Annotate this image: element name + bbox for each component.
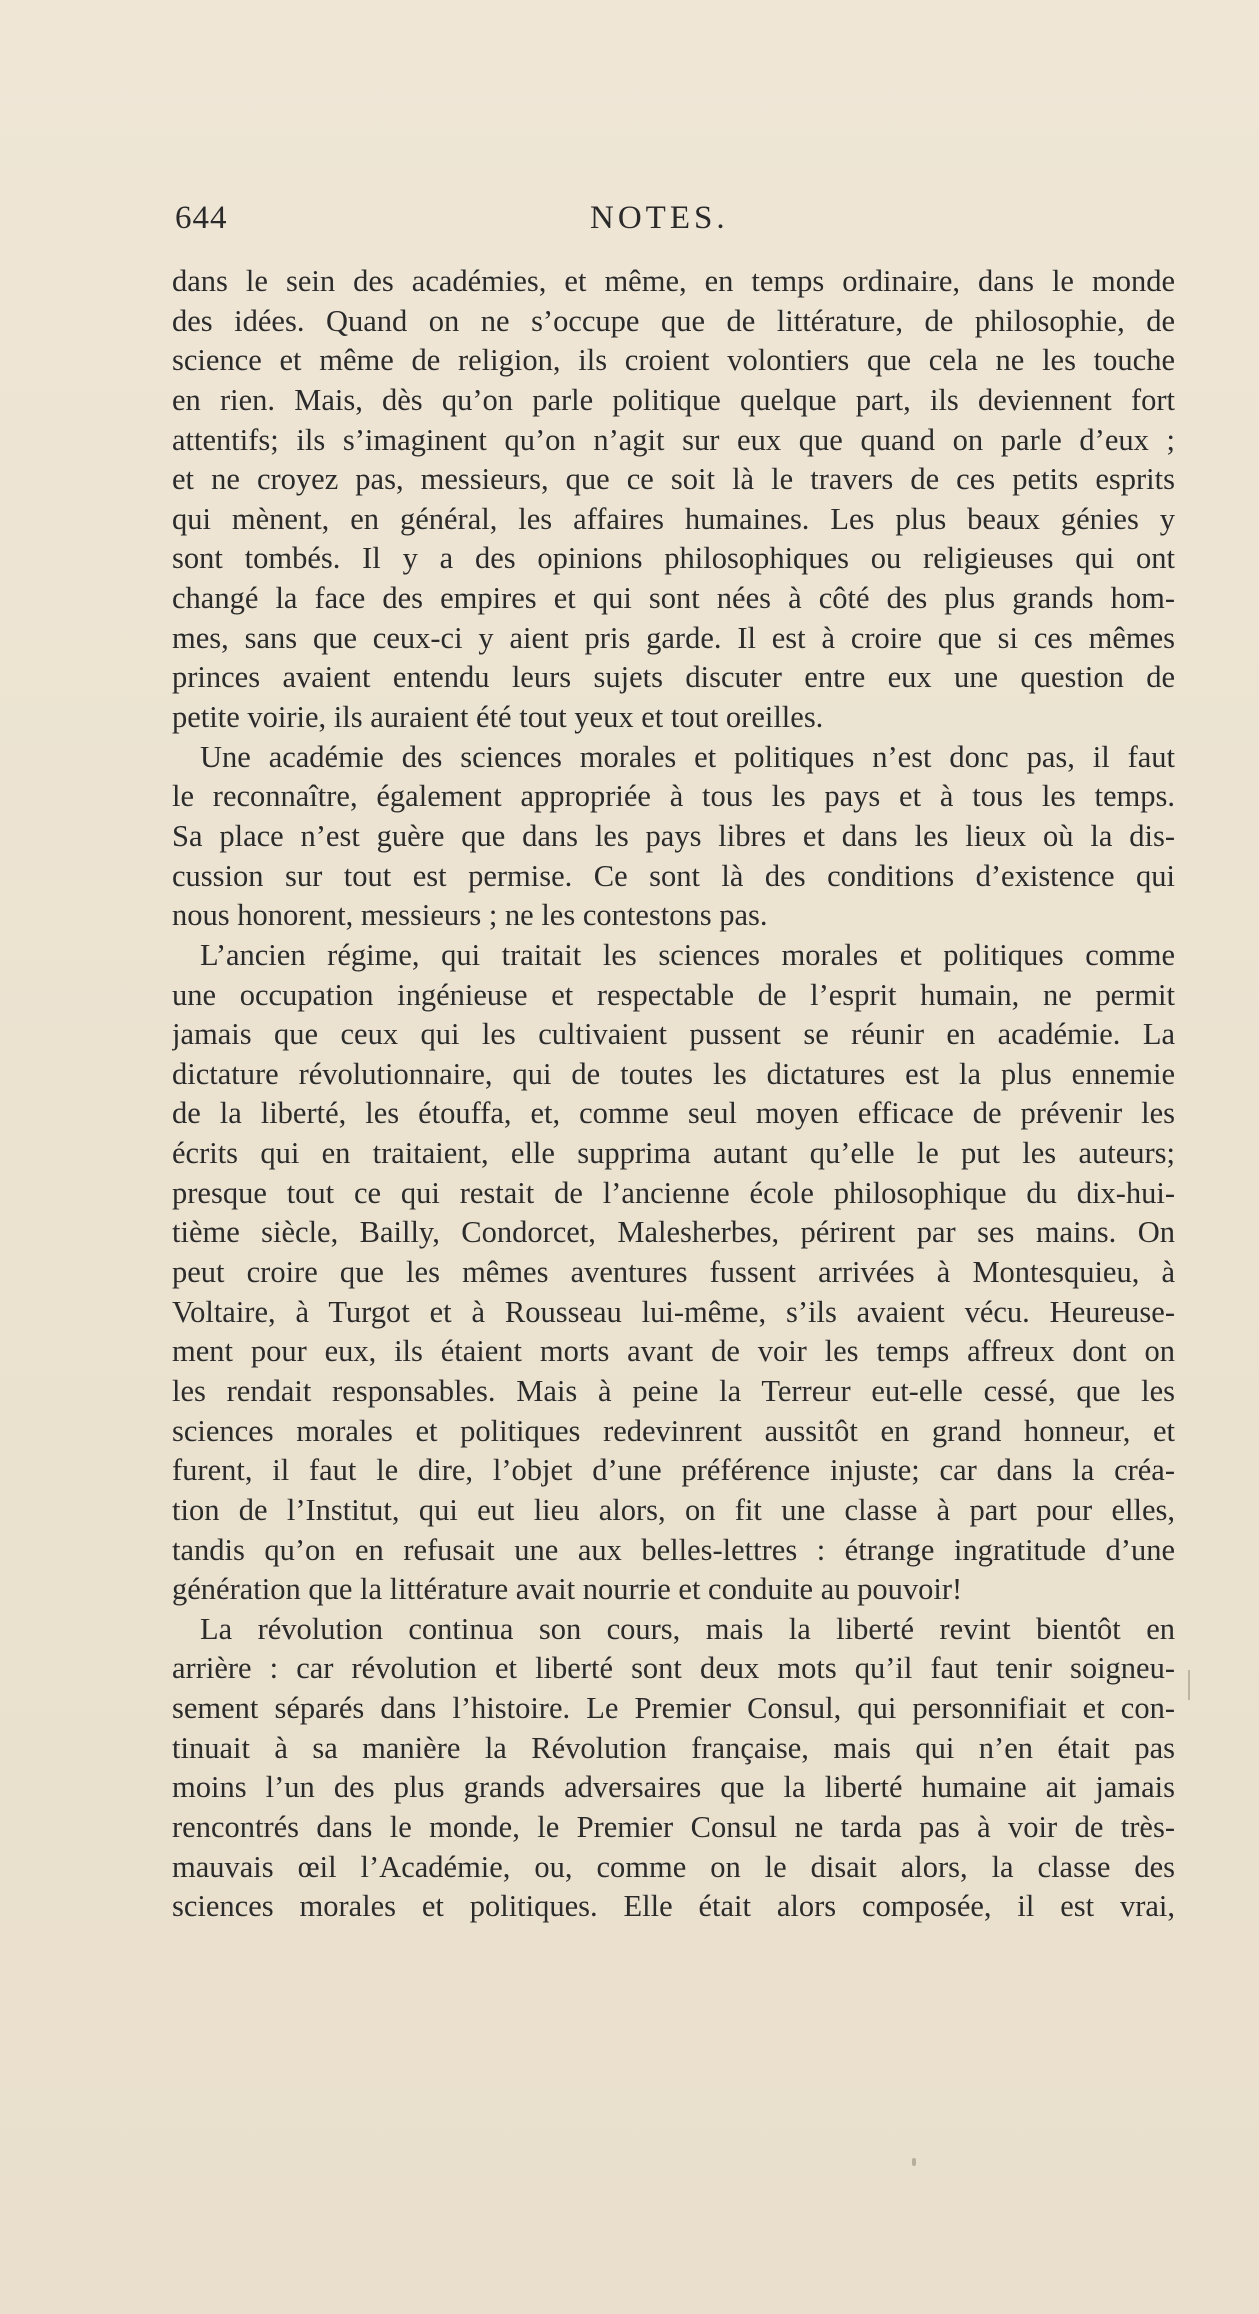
text-line: tième siècle, Bailly, Condorcet, Malesherbes, périrent par ses mains. On xyxy=(172,1215,1175,1250)
body-text xyxy=(172,262,1175,1927)
text-line: Voltaire, à Turgot et à Rousseau lui-même, s’ils avaient vécu. Heureuse- xyxy=(172,1294,1175,1329)
text-line: tion de l’Institut, qui eut lieu alors, on fit une classe à part pour elles, xyxy=(172,1492,1175,1527)
text-line: attentifs; ils s’imaginent qu’on n’agit sur eux que quand on parle d’eux ; xyxy=(172,422,1175,457)
text-line: une occupation ingénieuse et respectable de l’esprit humain, ne permit xyxy=(172,977,1175,1012)
text-line: sciences morales et politiques. Elle était alors composée, il est vrai, xyxy=(172,1889,1175,1924)
text-line: en rien. Mais, dès qu’on parle politique quelque part, ils deviennent fort xyxy=(172,382,1175,417)
page-header xyxy=(175,200,1175,250)
text-line: sement séparés dans l’histoire. Le Premier Consul, qui personnifiait et con- xyxy=(172,1691,1175,1726)
text-line: les rendait responsables. Mais à peine la Terreur eut-elle cessé, que les xyxy=(172,1373,1175,1408)
text-line: Une académie des sciences morales et politiques n’est donc pas, il faut xyxy=(200,739,1175,774)
running-title: NOTES. xyxy=(590,200,729,236)
text-line: dictature révolutionnaire, qui de toutes les dictatures est la plus ennemie xyxy=(172,1056,1175,1091)
text-line: Sa place n’est guère que dans les pays libres et dans les lieux où la dis- xyxy=(172,818,1175,853)
paper-blemish xyxy=(1188,1670,1190,1700)
text-line: jamais que ceux qui les cultivaient pussent se réunir en académie. La xyxy=(172,1017,1175,1052)
text-line: et ne croyez pas, messieurs, que ce soit là le travers de ces petits esprits xyxy=(172,462,1175,497)
text-line: arrière : car révolution et liberté sont deux mots qu’il faut tenir soigneu- xyxy=(172,1651,1175,1686)
text-line: princes avaient entendu leurs sujets discuter entre eux une question de xyxy=(172,660,1175,695)
text-line: cussion sur tout est permise. Ce sont là des conditions d’existence qui xyxy=(172,858,1175,893)
text-line: génération que la littérature avait nourrie et conduite au pouvoir! xyxy=(172,1572,963,1607)
text-line: rencontrés dans le monde, le Premier Consul ne tarda pas à voir de très- xyxy=(172,1809,1175,1844)
text-line: moins l’un des plus grands adversaires que la liberté humaine ait jamais xyxy=(172,1770,1175,1805)
text-line: furent, il faut le dire, l’objet d’une préférence injuste; car dans la créa- xyxy=(172,1453,1175,1488)
text-line: écrits qui en traitaient, elle supprima autant qu’elle le put les auteurs; xyxy=(172,1136,1175,1171)
text-line: qui mènent, en général, les affaires humaines. Les plus beaux génies y xyxy=(172,501,1175,536)
text-line: changé la face des empires et qui sont nées à côté des plus grands hom- xyxy=(172,581,1175,616)
text-line: mauvais œil l’Académie, ou, comme on le disait alors, la classe des xyxy=(172,1849,1175,1884)
text-line: L’ancien régime, qui traitait les sciences morales et politiques comme xyxy=(200,937,1175,972)
text-line: peut croire que les mêmes aventures fussent arrivées à Montesquieu, à xyxy=(172,1255,1175,1290)
paper-speck xyxy=(912,2158,916,2166)
text-line: ment pour eux, ils étaient morts avant de voir les temps affreux dont on xyxy=(172,1334,1175,1369)
text-line: tandis qu’on en refusait une aux belles-lettres : étrange ingratitude d’une xyxy=(172,1532,1175,1567)
text-line: science et même de religion, ils croient volontiers que cela ne les touche xyxy=(172,343,1175,378)
text-line: La révolution continua son cours, mais la liberté revint bientôt en xyxy=(200,1611,1175,1646)
text-line: de la liberté, les étouffa, et, comme seul moyen efficace de prévenir les xyxy=(172,1096,1175,1131)
text-line: sont tombés. Il y a des opinions philosophiques ou religieuses qui ont xyxy=(172,541,1175,576)
text-line: petite voirie, ils auraient été tout yeux et tout oreilles. xyxy=(172,700,824,735)
text-line: des idées. Quand on ne s’occupe que de littérature, de philosophie, de xyxy=(172,303,1175,338)
text-line: presque tout ce qui restait de l’ancienne école philosophique du dix-hui- xyxy=(172,1175,1175,1210)
text-line: nous honorent, messieurs ; ne les contestons pas. xyxy=(172,898,768,933)
text-line: tinuait à sa manière la Révolution française, mais qui n’en était pas xyxy=(172,1730,1175,1765)
page-number: 644 xyxy=(175,200,228,236)
text-line: sciences morales et politiques redevinrent aussitôt en grand honneur, et xyxy=(172,1413,1175,1448)
text-line: dans le sein des académies, et même, en temps ordinaire, dans le monde xyxy=(172,264,1175,298)
text-line: le reconnaître, également appropriée à tous les pays et à tous les temps. xyxy=(172,779,1175,814)
text-line: mes, sans que ceux-ci y aient pris garde. Il est à croire que si ces mêmes xyxy=(172,620,1175,655)
